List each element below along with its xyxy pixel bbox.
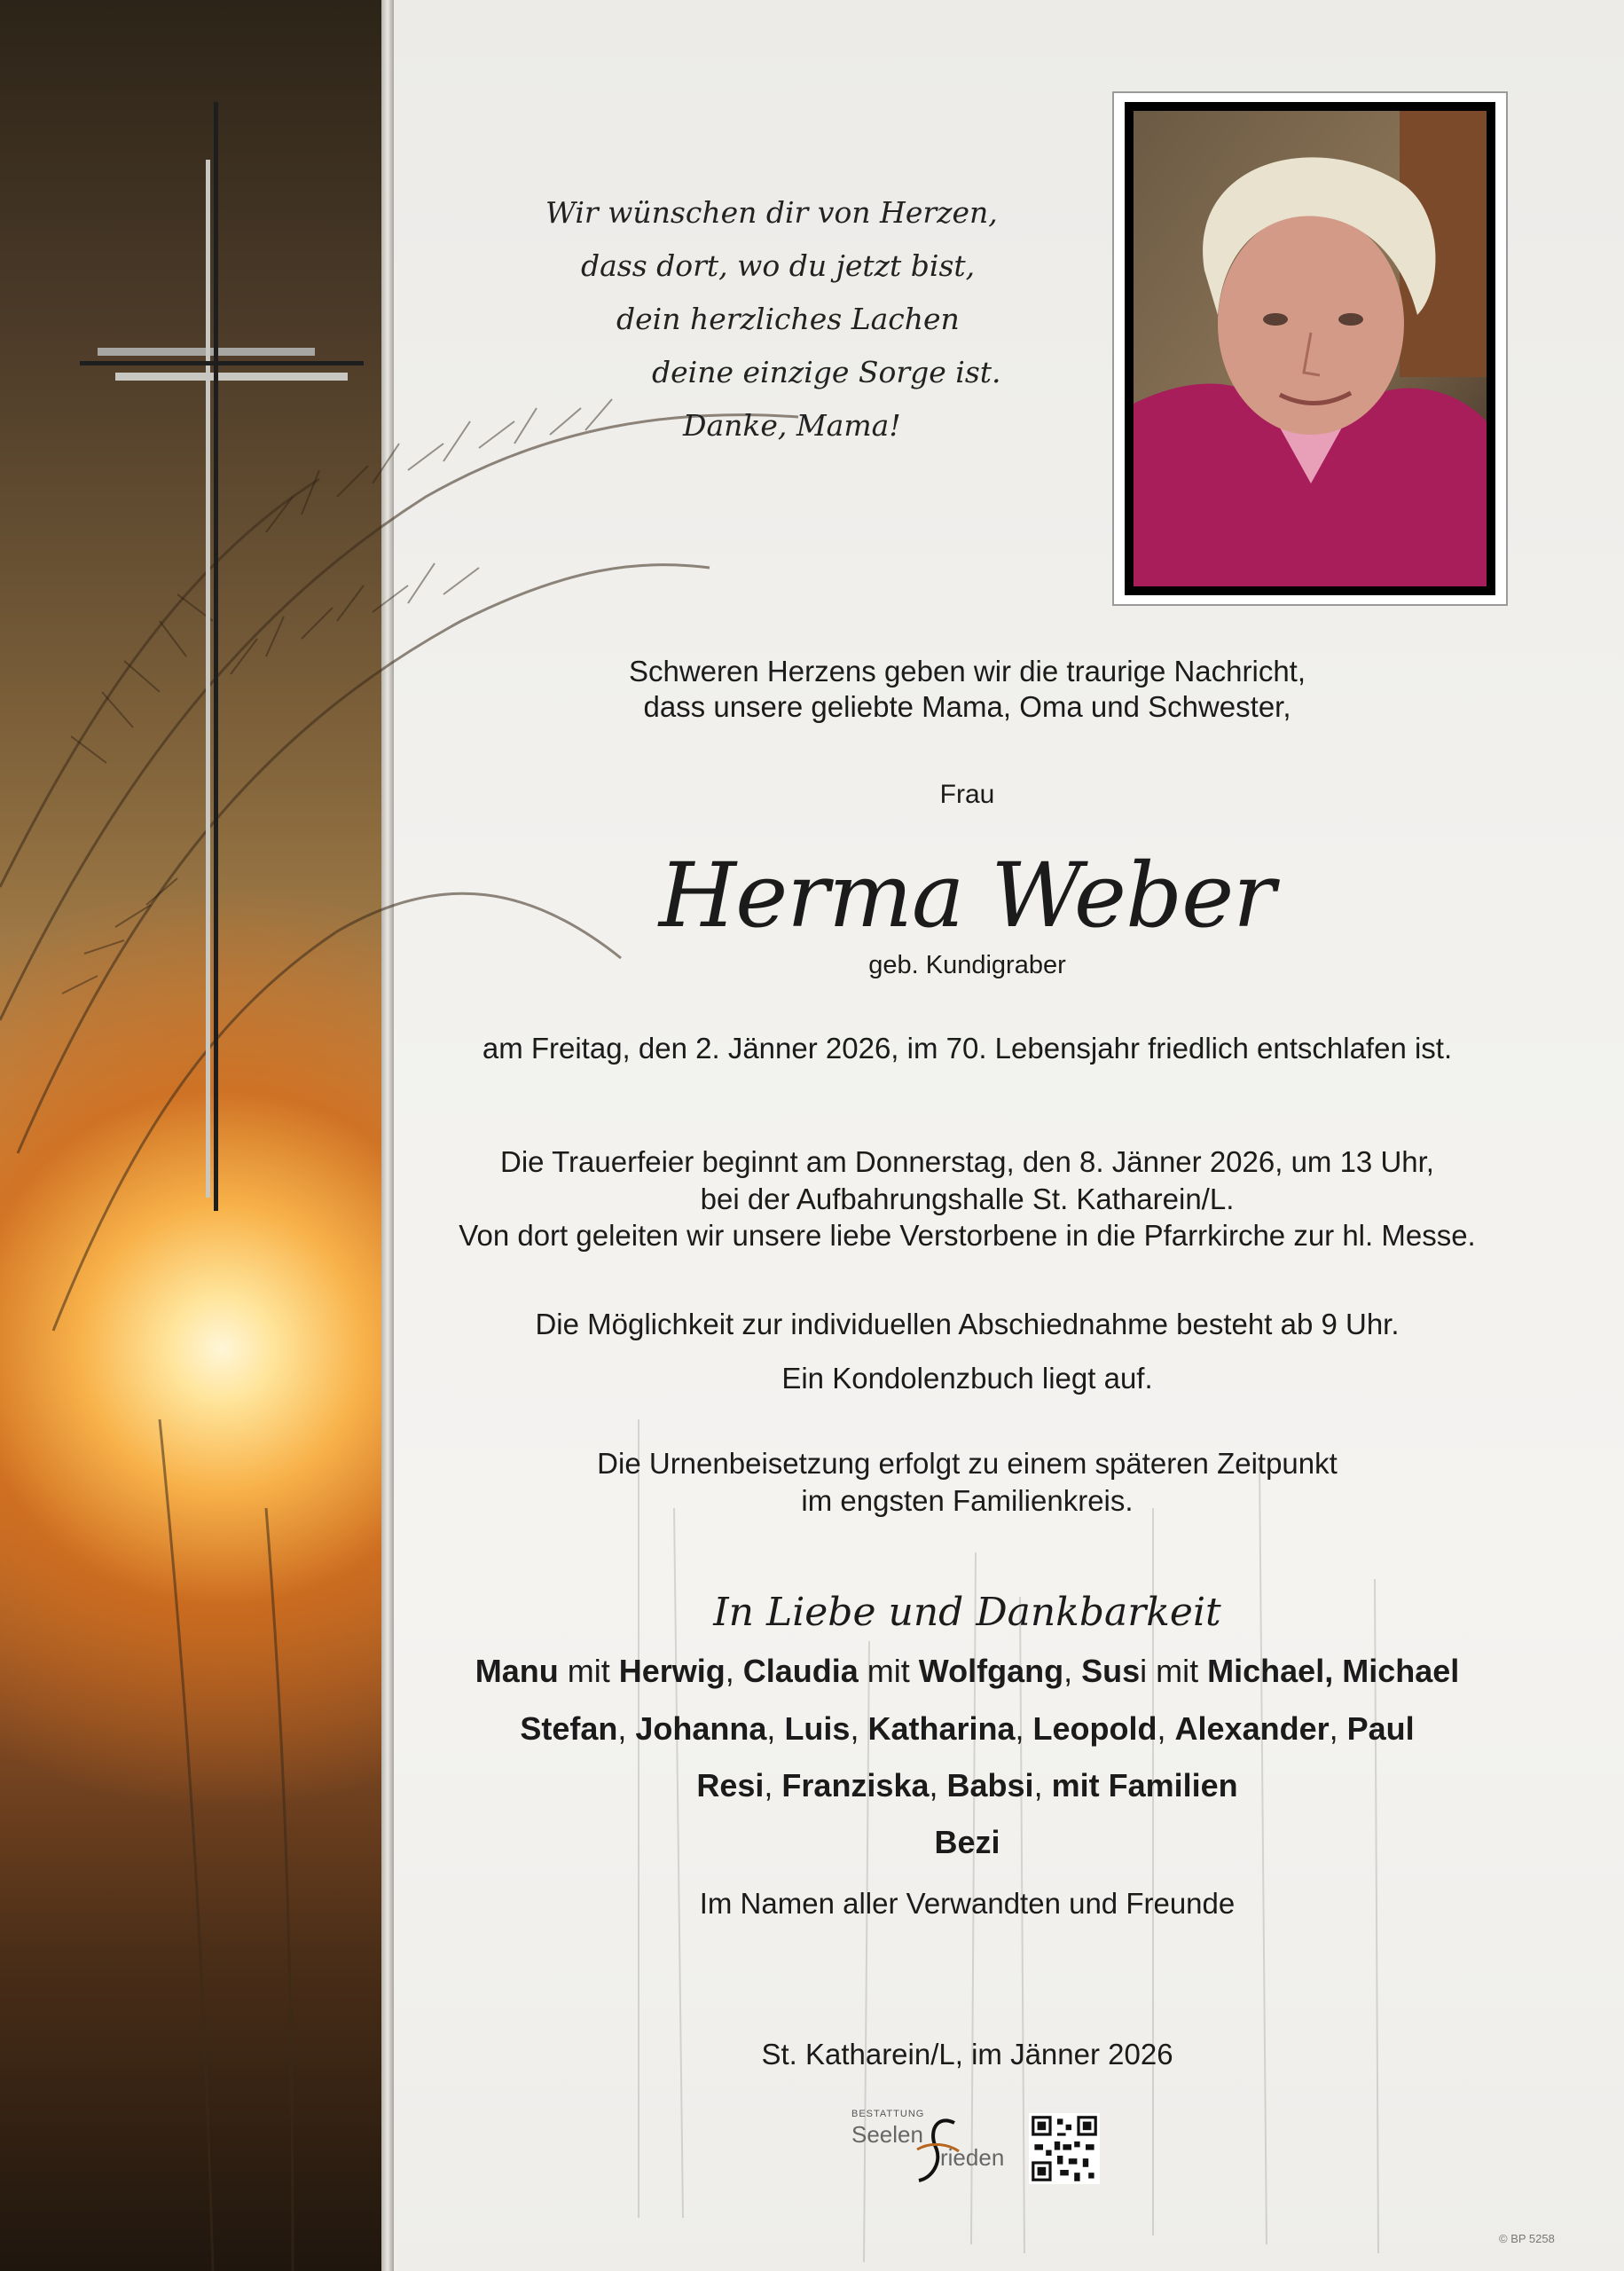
mourner-name: Franziska <box>781 1767 930 1803</box>
ceremony-line: Die Trauerfeier beginnt am Donnerstag, den 8. Jänner 2026, um 13 Uhr, <box>500 1145 1434 1178</box>
birth-name: geb. Kundigraber <box>868 951 1066 979</box>
qr-code-icon[interactable] <box>1029 2113 1100 2184</box>
mourner-connector: , <box>1329 1710 1347 1747</box>
mourners-line <box>399 1701 1535 1757</box>
ceremony-line: Von dort geleiten wir unsere liebe Verstorbene in die Pfarrkirche zur hl. Messe. <box>459 1219 1476 1252</box>
portrait-image <box>1134 111 1487 586</box>
cross-icon-bar <box>80 361 364 365</box>
portrait-frame <box>1112 91 1508 606</box>
print-code: © BP 5258 <box>1499 2232 1555 2245</box>
mourner-connector: , <box>1015 1710 1033 1747</box>
mourner-name: Wolfgang <box>918 1653 1064 1689</box>
poem-line: Danke, Mama! <box>683 408 901 443</box>
mourner-name: Babsi <box>946 1767 1034 1803</box>
mourner-name: Michael, Michael <box>1207 1653 1460 1689</box>
urn-line: Die Urnenbeisetzung erfolgt zu einem späteren Zeitpunkt <box>597 1447 1338 1480</box>
mourner-name: Stefan <box>520 1710 618 1747</box>
mourner-connector: , <box>929 1767 947 1803</box>
cross-shadow-bar <box>206 160 210 1198</box>
mourner-connector: , <box>850 1710 868 1747</box>
farewell-notice: Die Möglichkeit zur individuellen Abschiednahme besteht ab 9 Uhr. <box>535 1308 1400 1340</box>
mourner-name: Bezi <box>934 1824 1000 1860</box>
logo-word: Seelen <box>851 2121 923 2148</box>
mourners-line <box>399 1814 1535 1871</box>
ceremony-line: bei der Aufbahrungshalle St. Katharein/L. <box>700 1183 1235 1215</box>
poem <box>497 186 1011 452</box>
mourner-name: mit Familien <box>1051 1767 1238 1803</box>
mourner-connector: , <box>725 1653 743 1689</box>
cross-shadow-bar <box>115 373 348 381</box>
mourner-name: Sus <box>1081 1653 1141 1689</box>
deceased-name: Herma Weber <box>658 844 1275 947</box>
mourner-connector: , <box>764 1767 782 1803</box>
mourners-line <box>399 1757 1535 1814</box>
mourner-connector: mit <box>558 1653 619 1689</box>
mourner-name: Herwig <box>618 1653 726 1689</box>
mourner-name: Resi <box>696 1767 765 1803</box>
mourner-connector: , <box>617 1710 636 1747</box>
intro-line: dass unsere geliebte Mama, Oma und Schwester, <box>643 690 1291 723</box>
mourner-name: Johanna <box>635 1710 767 1747</box>
logo-small-text: BESTATTUNG <box>851 2109 925 2119</box>
mourner-name: Luis <box>784 1710 851 1747</box>
place-date: St. Katharein/L, im Jänner 2026 <box>761 2038 1173 2071</box>
mourner-connector: , <box>766 1710 785 1747</box>
sunset-grass-photo-strip <box>0 0 390 2271</box>
mourners-closing: Im Namen aller Verwandten und Freunde <box>699 1887 1236 1920</box>
mourner-connector: , <box>1033 1767 1052 1803</box>
mourner-connector: , <box>1157 1710 1175 1747</box>
urn-line: im engsten Familienkreis. <box>801 1484 1134 1517</box>
mourner-name: Paul <box>1346 1710 1415 1747</box>
funeral-home-logo <box>848 2105 1025 2185</box>
mourners-heading: In Liebe und Dankbarkeit <box>713 1590 1221 1635</box>
mourner-connector: mit <box>858 1653 919 1689</box>
poem-line: dass dort, wo du jetzt bist, <box>581 248 976 283</box>
intro-line: Schweren Herzens geben wir die traurige Nachricht, <box>628 655 1306 688</box>
poem-line: dein herzliches Lachen <box>616 302 960 336</box>
death-notice: am Freitag, den 2. Jänner 2026, im 70. Lebensjahr friedlich entschlafen ist. <box>482 1032 1453 1065</box>
mourner-name: Claudia <box>742 1653 859 1689</box>
mourner-name: Katharina <box>867 1710 1016 1747</box>
portrait-photo <box>1125 102 1495 595</box>
cross-icon <box>214 102 218 1211</box>
mourner-connector: i mit <box>1140 1653 1208 1689</box>
strip-divider <box>381 0 394 2271</box>
poem-line: Wir wünschen dir von Herzen, <box>545 195 998 230</box>
mourners-line <box>399 1643 1535 1700</box>
logo-word: rieden <box>940 2144 1005 2171</box>
salutation: Frau <box>939 780 995 809</box>
mourner-name: Manu <box>475 1653 559 1689</box>
poem-line: deine einzige Sorge ist. <box>652 355 1001 389</box>
mourner-name: Alexander <box>1174 1710 1330 1747</box>
condolence-book-notice: Ein Kondolenzbuch liegt auf. <box>781 1362 1153 1395</box>
mourner-connector: , <box>1063 1653 1082 1689</box>
mourner-name: Leopold <box>1032 1710 1157 1747</box>
